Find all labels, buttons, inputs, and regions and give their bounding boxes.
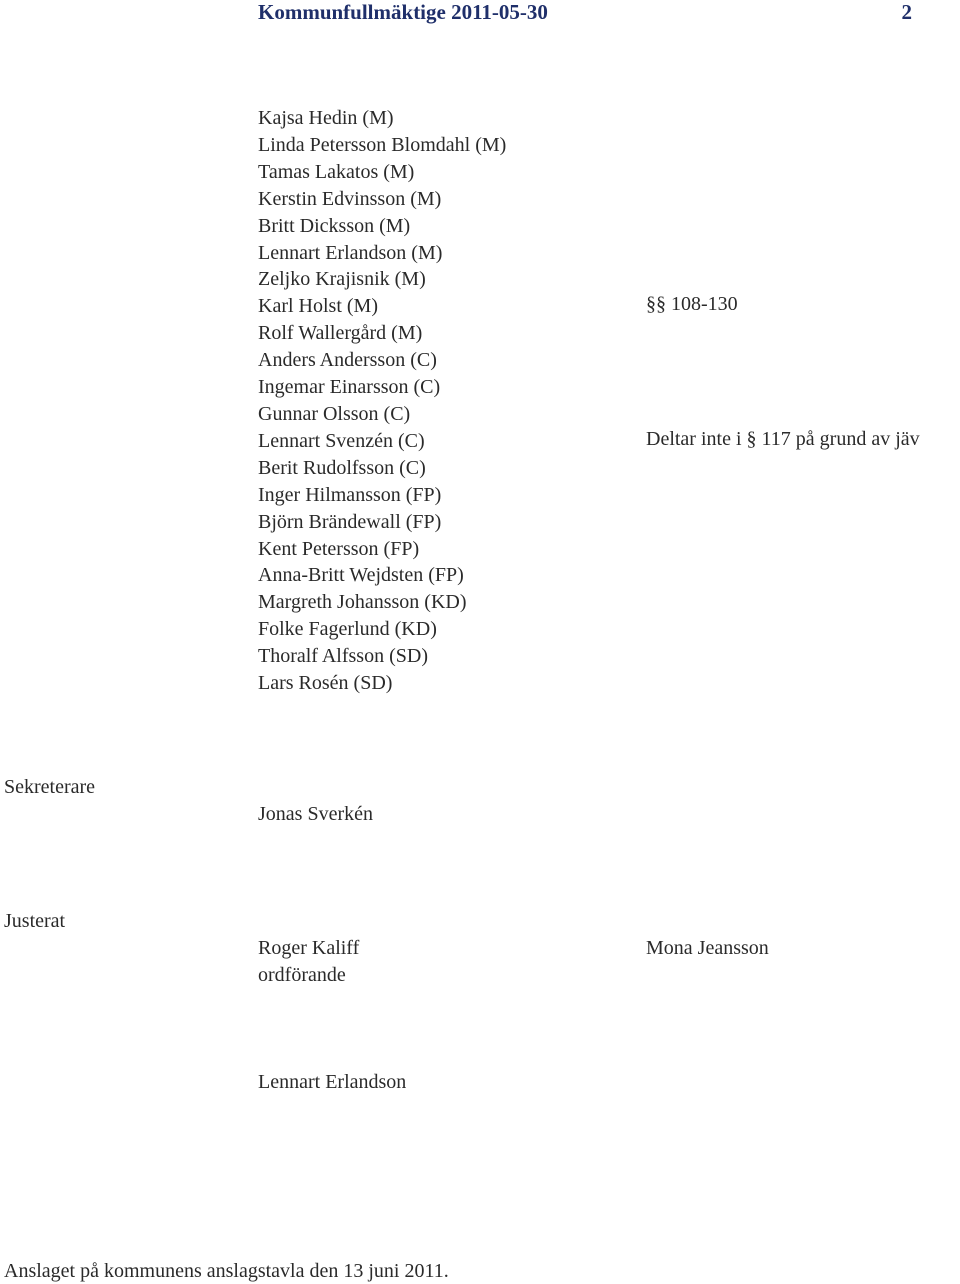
paragraph-range: 108-130 [671, 293, 738, 315]
attendee-item: Karl Holst (M) [258, 295, 378, 318]
attendee-item: Margreth Johansson (KD) [258, 591, 467, 614]
attendee-item: Lennart Erlandson (M) [258, 241, 443, 264]
attendee-item: Gunnar Olsson (C) [258, 402, 411, 425]
attendee-item: Rolf Wallergård (M) [258, 322, 423, 345]
secretary-label: Sekreterare [4, 776, 96, 798]
attendee-item: Berit Rudolfsson (C) [258, 456, 426, 479]
holst-paragraph-note [646, 293, 738, 316]
recusal-reason: 117 på grund av jäv [761, 428, 920, 450]
paragraph-symbol: §§ [646, 293, 666, 315]
chair-name: Roger Kaliff [258, 937, 360, 959]
attendee-list [258, 105, 506, 697]
attendee-item: Lennart Svenzén (C) [258, 429, 425, 452]
adjusted-label: Justerat [4, 910, 66, 932]
second-adjuster-name: Lennart Erlandson [258, 1071, 407, 1093]
attendee-item: Anna-Britt Wejdsten (FP) [258, 564, 464, 587]
attendee-item: Inger Hilmansson (FP) [258, 483, 442, 506]
attendee-item: Ingemar Einarsson (C) [258, 376, 441, 399]
attendee-item: Kerstin Edvinsson (M) [258, 187, 442, 210]
paragraph-symbol: § [746, 428, 757, 450]
adjuster-name: Mona Jeansson [646, 937, 769, 959]
attendee-item: Zeljko Krajisnik (M) [258, 268, 426, 291]
attendee-item: Kent Petersson (FP) [258, 537, 420, 560]
attendee-item: Björn Brändewall (FP) [258, 510, 442, 533]
chair-role: ordförande [258, 964, 346, 986]
recusal-prefix: Deltar inte i [646, 428, 742, 450]
attendee-item: Linda Petersson Blomdahl (M) [258, 133, 507, 156]
attendee-item: Kajsa Hedin (M) [258, 107, 394, 129]
attendee-item: Tamas Lakatos (M) [258, 160, 415, 183]
posting-notice: Anslaget på kommunens anslagstavla den 13 juni 2011. [4, 1260, 449, 1282]
attendee-item: Anders Andersson (C) [258, 349, 437, 372]
page-number: 2 [901, 0, 912, 24]
attendee-item: Folke Fagerlund (KD) [258, 618, 437, 641]
attendee-item: Thoralf Alfsson (SD) [258, 645, 428, 668]
attendee-item: Britt Dicksson (M) [258, 214, 411, 237]
attendee-item: Lars Rosén (SD) [258, 672, 393, 695]
svenzen-recusal-note [646, 428, 920, 451]
secretary-name: Jonas Sverkén [258, 803, 373, 825]
page-header [258, 0, 918, 26]
document-title: Kommunfullmäktige 2011-05-30 [258, 0, 548, 24]
